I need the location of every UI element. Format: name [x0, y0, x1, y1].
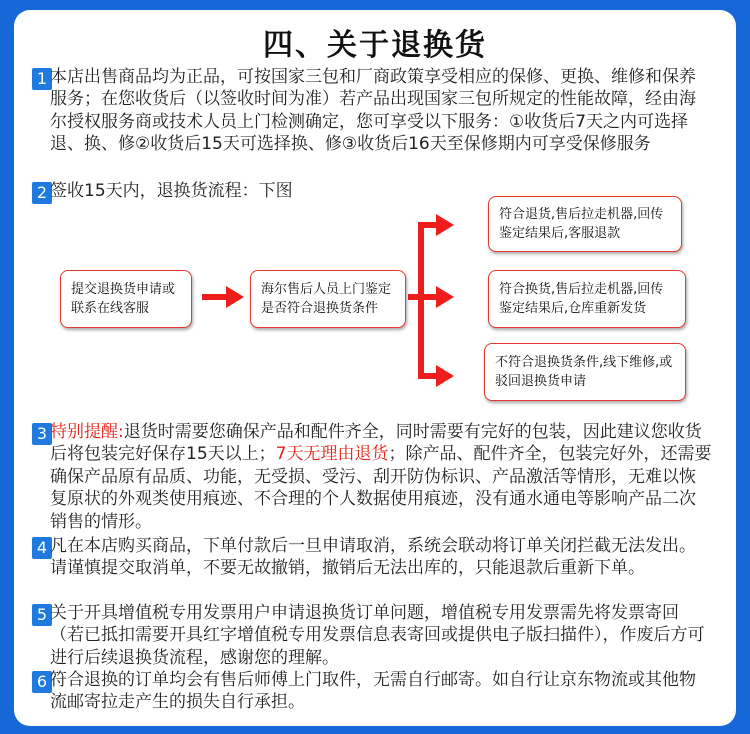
arrow-shaft — [202, 294, 228, 300]
list-item: 本店出售商品均为正品，可按国家三包和厂商政策享受相应的保修、更换、维修和保养服务；在您收货后（以签收时间为准）若产品出现国家三包所规定的性能故障，经由海尔授权服务商或技术人员上门检测确定，您可享受以下服务：①收货后7天之内可选择退、换、修②收货后15天可选择换、修③收货后16天至保修期内可享受保修服务 — [50, 67, 696, 155]
item-number-badge: 6 — [32, 671, 52, 693]
item-number-badge: 1 — [32, 68, 52, 90]
list-item: 签收15天内，退换货流程：下图 — [50, 181, 293, 201]
branch-bar — [418, 222, 424, 379]
arrow-head — [436, 214, 454, 236]
warning-label: 特别提醒: — [50, 422, 124, 442]
list-item: 符合退换的订单均会有售后师傅上门取件，无需自行邮寄。如自行让京东物流或其他物流邮寄拉走产生的损失自行承担。 — [50, 670, 696, 713]
seven-day-return-highlight: 7天无理由退货 — [275, 444, 389, 465]
arrow-head — [436, 286, 454, 308]
arrow-shaft — [418, 373, 438, 379]
arrow-head — [226, 286, 244, 308]
flow-outcome-reject: 不符合退换货条件,线下维修,或驳回退换货申请 — [484, 343, 686, 401]
item-number-badge: 4 — [32, 537, 52, 559]
item-number-badge: 5 — [32, 604, 52, 626]
item-number-badge: 2 — [32, 182, 52, 204]
flow-step-apply: 提交退换货申请或联系在线客服 — [60, 270, 192, 328]
item-number-badge: 3 — [32, 423, 52, 445]
flow-outcome-exchange: 符合换货,售后拉走机器,回传鉴定结果后,仓库重新发货 — [488, 270, 686, 328]
list-item: 关于开具增值税专用发票用户申请退换货订单问题，增值税专用发票需先将发票寄回（若已抵扣需要开具红字增值税专用发票信息表寄回或提供电子版扫描件），作废后方可进行后续退换货流程，感谢您的理解。 — [50, 603, 705, 668]
page-title: 四、关于退换货 — [263, 28, 487, 63]
arrow-shaft — [418, 294, 438, 300]
flow-outcome-return: 符合退货,售后拉走机器,回传鉴定结果后,客服退款 — [488, 196, 682, 252]
arrow-shaft — [418, 222, 438, 228]
list-item: 凡在本店购买商品，下单付款后一旦申请取消，系统会联动将订单关闭拦截无法发出。请谨慎提交取消单，不要无故撤销，撤销后无法出库的，只能退款后重新下单。 — [50, 536, 696, 579]
arrow-head — [436, 365, 454, 387]
flow-step-inspect: 海尔售后人员上门鉴定是否符合退换货条件 — [250, 270, 406, 328]
list-item: 特别提醒:退货时需要您确保产品和配件齐全，同时需要有完好的包装，因此建议您收货后将包装完好保存15天以上；7天无理由退货；除产品、配件齐全，包装完好外，还需要确保产品原有品质、功能，无受损、受污、刮开防伪标识、产品激活等情形，无难以恢复原状的外观类使用痕迹、不合理的个人数据使用痕迹，没有通水通电等影响产品二次销售的情形。 — [50, 422, 712, 532]
